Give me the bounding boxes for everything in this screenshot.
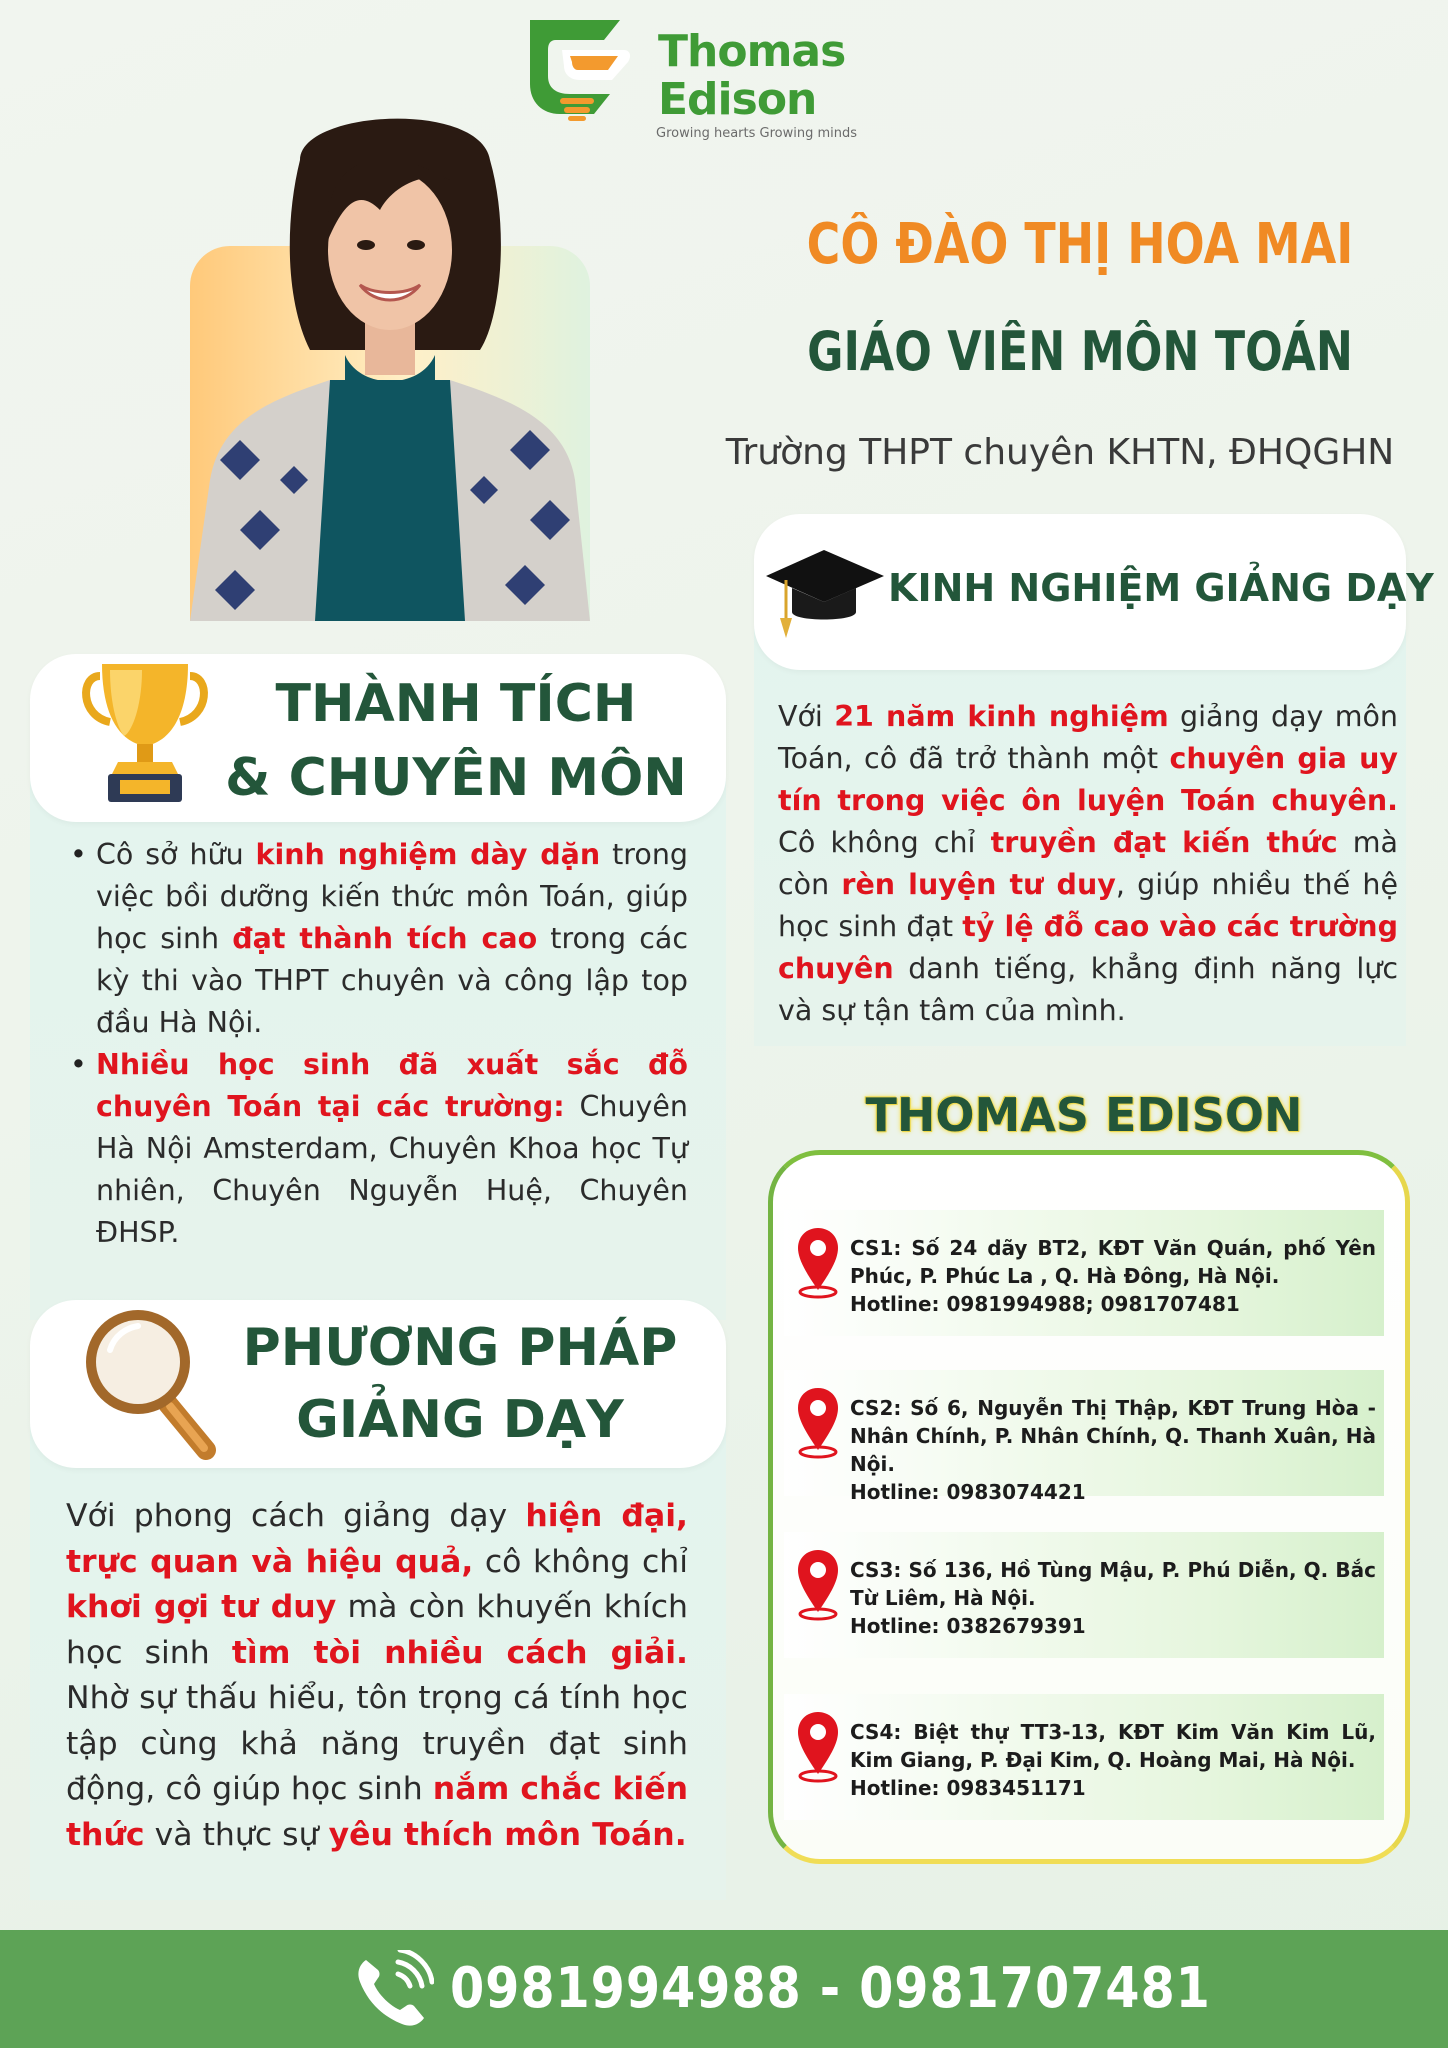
location-card-cs2 <box>784 1370 1384 1504</box>
text-span: mà còn <box>778 826 1398 901</box>
text-span: giảng dạy môn Toán, cô đã trở thành một <box>778 700 1398 775</box>
location-hotline: Hotline: 0382679391 <box>850 1614 1086 1638</box>
highlight-text: khơi gợi tư duy <box>66 1589 337 1625</box>
method-title-line1: PHƯƠNG PHÁP <box>242 1318 678 1378</box>
trophy-icon <box>80 656 210 806</box>
location-hotline: Hotline: 0983074421 <box>850 1480 1086 1504</box>
location-text <box>850 1556 1376 1640</box>
achievements-list <box>70 834 688 1254</box>
experience-paragraph <box>778 696 1398 1032</box>
teacher-role: GIÁO VIÊN MÔN TOÁN <box>807 320 1353 383</box>
locations-title: THOMAS EDISON <box>865 1088 1303 1142</box>
logo-word-edison: Edison <box>658 74 817 125</box>
highlight-text: yêu thích môn Toán. <box>328 1816 687 1853</box>
method-paragraph <box>66 1494 688 1858</box>
logo-word-thomas: Thomas <box>658 26 846 77</box>
location-address: CS2: Số 6, Nguyễn Thị Thập, KĐT Trung Hòa - Nhân Chính, P. Nhân Chính, Q. Thanh Xuân, Hà Nội. <box>850 1396 1376 1476</box>
text-span: danh tiếng, khẳng định năng lực và sự tận tâm của mình. <box>778 952 1398 1027</box>
text-span: mà còn khuyến khích học sinh <box>66 1589 688 1671</box>
text-span: trong các kỳ thi vào THPT chuyên và công lập top đầu Hà Nội. <box>96 922 688 1039</box>
highlight-text: chuyên gia uy tín trong việc ôn luyện Toán chuyên. <box>778 742 1398 817</box>
magnifier-icon <box>80 1300 220 1470</box>
location-text <box>850 1718 1376 1802</box>
teacher-school: Trường THPT chuyên KHTN, ĐHQGHN <box>725 432 1395 473</box>
text-span: , giúp nhiều thế hệ học sinh đạt <box>778 868 1398 943</box>
achievements-title-line1: THÀNH TÍCH <box>275 674 637 734</box>
location-address: CS1: Số 24 dãy BT2, KĐT Văn Quán, phố Yên Phúc, P. Phúc La , Q. Hà Đông, Hà Nội. <box>850 1236 1376 1288</box>
location-address: CS3: Số 136, Hồ Tùng Mậu, P. Phú Diễn, Q. Bắc Từ Liêm, Hà Nội. <box>850 1558 1376 1610</box>
highlight-text: Nhiều học sinh đã xuất sắc đỗ chuyên Toán tại các trường: <box>96 1048 688 1123</box>
highlight-text: tỷ lệ đỗ cao vào các trường chuyên <box>778 910 1398 985</box>
graduation-cap-icon <box>764 540 886 644</box>
text-span: Cô không chỉ <box>778 826 991 859</box>
location-address: CS4: Biệt thự TT3-13, KĐT Kim Văn Kim Lũ, Kim Giang, P. Đại Kim, Q. Hoàng Mai, Hà Nội. <box>850 1720 1376 1772</box>
highlight-text: đạt thành tích cao <box>232 922 538 955</box>
text-span: Cô sở hữu <box>96 838 256 871</box>
logo-tagline: Growing hearts Growing minds <box>656 126 857 141</box>
experience-title: KINH NGHIỆM GIẢNG DẠY <box>888 566 1434 610</box>
location-text <box>850 1234 1376 1318</box>
teacher-portrait <box>180 100 600 621</box>
highlight-text: rèn luyện tư duy <box>841 868 1116 901</box>
location-pin-icon <box>794 1384 842 1460</box>
location-pin-icon <box>794 1708 842 1784</box>
phone-icon[interactable] <box>352 1950 434 2032</box>
method-title-line2: GIẢNG DẠY <box>296 1390 624 1450</box>
text-span: Nhờ sự thấu hiểu, tôn trọng cá tính học tập cùng khả năng truyền đạt sinh động, cô giúp học sinh <box>66 1680 688 1807</box>
highlight-text: tìm tòi nhiều cách giải. <box>231 1634 688 1671</box>
highlight-text: hiện đại, trực quan và hiệu quả, <box>66 1498 689 1580</box>
highlight-text: truyền đạt kiến thức <box>990 826 1338 859</box>
text-span: trong việc bồi dưỡng kiến thức môn Toán, giúp học sinh <box>96 838 688 955</box>
highlight-text: kinh nghiệm dày dặn <box>255 838 601 871</box>
highlight-text: 21 năm kinh nghiệm <box>834 700 1169 733</box>
teacher-name: CÔ ĐÀO THỊ HOA MAI <box>806 212 1354 277</box>
text-span: Với <box>778 700 835 733</box>
text-span: cô không chỉ <box>473 1543 688 1580</box>
location-pin-icon <box>794 1224 842 1300</box>
location-text <box>850 1394 1376 1506</box>
achievements-title-line2: & CHUYÊN MÔN <box>225 748 687 808</box>
highlight-text: nắm chắc kiến thức <box>66 1771 689 1853</box>
text-span: Với phong cách giảng dạy <box>66 1498 526 1534</box>
list-item <box>70 1044 688 1254</box>
footer-phone-numbers[interactable]: 0981994988 - 0981707481 <box>450 1956 1211 2021</box>
list-item <box>70 834 688 1044</box>
location-card-cs4 <box>784 1694 1384 1820</box>
location-hotline: Hotline: 0983451171 <box>850 1776 1086 1800</box>
text-span: và thực sự <box>144 1816 329 1853</box>
location-hotline: Hotline: 0981994988; 0981707481 <box>850 1292 1240 1316</box>
location-card-cs3 <box>784 1532 1384 1658</box>
location-pin-icon <box>794 1546 842 1622</box>
location-card-cs1 <box>784 1210 1384 1336</box>
text-span: Chuyên Hà Nội Amsterdam, Chuyên Khoa học Tự nhiên, Chuyên Nguyễn Huệ, Chuyên ĐHSP. <box>96 1090 688 1249</box>
